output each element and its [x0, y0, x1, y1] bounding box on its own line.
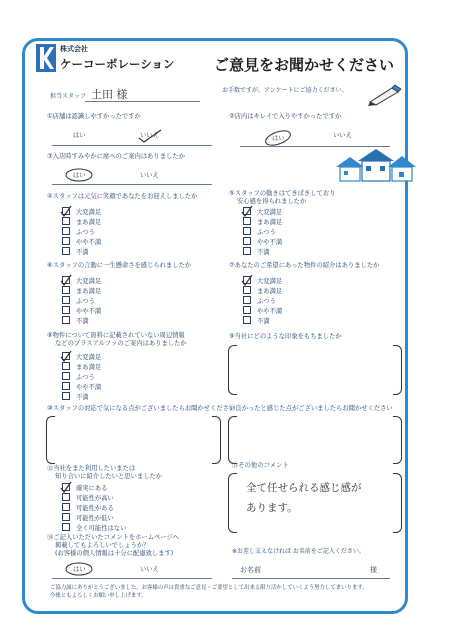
question-8: ⑧物件について資料に記載されていない周辺情報 などのプラスアルファのご案内はありましたか [47, 332, 187, 347]
pen-icon [368, 84, 404, 110]
q13-answer-box-left [228, 473, 237, 533]
q3-circle-mark [64, 166, 94, 188]
q7-option[interactable]: まあ満足 [243, 287, 282, 297]
company-prefix: 株式会社 [60, 45, 88, 53]
q2-no[interactable]: いいえ [333, 132, 352, 139]
q2-circle-mark [263, 128, 293, 150]
q5-option[interactable]: 不満 [243, 248, 282, 258]
footer-message: ご協力誠にありがとうございました。お客様の声は貴重なご意見・ご要望として出来る限り活かしていくよう努力してまいります。 今後ともよろしくお願い申し上げます。 [50, 585, 368, 599]
question-12: ⑫当社をまた利用したいまたは 知り合いに紹介したいと思いましたか [47, 465, 163, 480]
q3-yes[interactable]: はい [73, 172, 86, 179]
q8-option[interactable]: 大変満足 [62, 353, 101, 363]
q8-option[interactable]: まあ満足 [62, 363, 101, 373]
q12-option[interactable]: 可能性がある [62, 504, 126, 514]
q6-option[interactable]: 不満 [62, 317, 101, 327]
q5-option[interactable]: ふつう [243, 228, 282, 238]
q3-no[interactable]: いいえ [140, 172, 159, 179]
page-title: ご意見をお聞かせください [214, 56, 395, 74]
q13-comment[interactable]: 全て任せられる感じ感が あります。 [246, 482, 362, 514]
q5-option[interactable]: 大変満足 [243, 208, 282, 218]
q14-circle-mark [64, 560, 94, 582]
q12-option[interactable]: 可能性が低い [62, 514, 126, 524]
q4-option[interactable]: ふつう [62, 228, 101, 238]
q4-check-mark [59, 204, 73, 223]
q7-option[interactable]: 不満 [243, 317, 282, 327]
q12-check-mark [59, 480, 73, 499]
intro-text: お手数ですが、アンケートにご協力ください。 [222, 87, 348, 94]
q6-option[interactable]: やや不満 [62, 307, 101, 317]
q14-no[interactable]: いいえ [140, 566, 159, 573]
question-5: ⑤スタッフの動きはてきぱきしており 安心感を得られましたか [229, 190, 336, 205]
company-name: ケーコーポレーション [60, 57, 175, 71]
q1-no[interactable]: いいえ [140, 132, 159, 139]
question-7: ⑦あなたのご希望にあった物件の紹介はありましたか [229, 262, 380, 269]
name-prompt: ※お差し支えなければ お名前をご記入ください。 [232, 548, 365, 555]
question-4: ④スタッフは元気に笑顔であなたをお迎えしましたか [47, 193, 198, 200]
question-2: ②店内はキレイで入りやすかったですか [229, 113, 342, 120]
logo-k-icon [36, 44, 56, 72]
name-field[interactable] [272, 564, 367, 576]
q11-answer-area[interactable] [236, 418, 391, 460]
q8-check-mark [59, 349, 73, 368]
company-logo [36, 44, 56, 72]
staff-name: 土田 様 [91, 88, 128, 101]
q10-answer-box-right [212, 416, 221, 464]
q6-option[interactable]: 大変満足 [62, 277, 101, 287]
q4-option[interactable]: やや不満 [62, 238, 101, 248]
question-1: ①店舗は認識しやすかったですか [47, 113, 141, 120]
q5-option[interactable]: まあ満足 [243, 218, 282, 228]
q12-option[interactable]: 可能性が高い [62, 494, 126, 504]
name-label: お名前 [240, 566, 261, 574]
question-10: ⑩スタッフの対応で気になる点がございましたらお聞かせください [47, 405, 236, 412]
q5-option[interactable]: やや不満 [243, 238, 282, 248]
honorific-label: 様 [370, 566, 377, 574]
q7-check-mark [240, 273, 254, 292]
q7-option[interactable]: ふつう [243, 297, 282, 307]
q9-answer-area[interactable] [236, 347, 391, 391]
q8-option[interactable]: ふつう [62, 373, 101, 383]
q2-yes[interactable]: はい [272, 135, 285, 142]
question-14: ⑭ご記入いただいたコメントをホームページへ 掲載してもよろしいでしょうか？ (お客様の個人情報は十分に配慮致します) [47, 534, 180, 557]
q8-option[interactable]: 不満 [62, 393, 101, 403]
question-3: ③入店時すみやかに席へのご案内はありましたか [47, 153, 185, 160]
q1-check-mark [135, 128, 165, 148]
q8-option[interactable]: やや不満 [62, 383, 101, 393]
q1-yes[interactable]: はい [73, 132, 86, 139]
q4-option[interactable]: 大変満足 [62, 208, 101, 218]
q10-answer-area[interactable] [54, 418, 210, 460]
q13-answer-box-right [393, 473, 402, 533]
q11-answer-box-right [393, 416, 402, 464]
q14-yes[interactable]: はい [73, 566, 86, 573]
question-11: ⑪良かったと感じた点がございましたらお聞かせください [229, 405, 393, 412]
q9-answer-box-right [393, 345, 402, 395]
question-13: ⑬その他のコメント [232, 462, 289, 469]
q12-option[interactable]: 全く可能性はない [62, 524, 126, 534]
q6-check-mark [59, 273, 73, 292]
q4-option[interactable]: まあ満足 [62, 218, 101, 228]
q7-option[interactable]: 大変満足 [243, 277, 282, 287]
q12-option[interactable]: 確実にある [62, 484, 126, 494]
question-6: ⑥スタッフの言動に一生懸命さを感じられましたか [47, 262, 192, 269]
q7-option[interactable]: やや不満 [243, 307, 282, 317]
q5-check-mark [240, 204, 254, 223]
q6-option[interactable]: ふつう [62, 297, 101, 307]
question-9: ⑨当社にどのような印象をもちましたか [229, 333, 342, 340]
q4-option[interactable]: 不満 [62, 248, 101, 258]
staff-label: 担当スタッフ [50, 93, 87, 100]
q6-option[interactable]: まあ満足 [62, 287, 101, 297]
houses-illustration [334, 147, 418, 187]
